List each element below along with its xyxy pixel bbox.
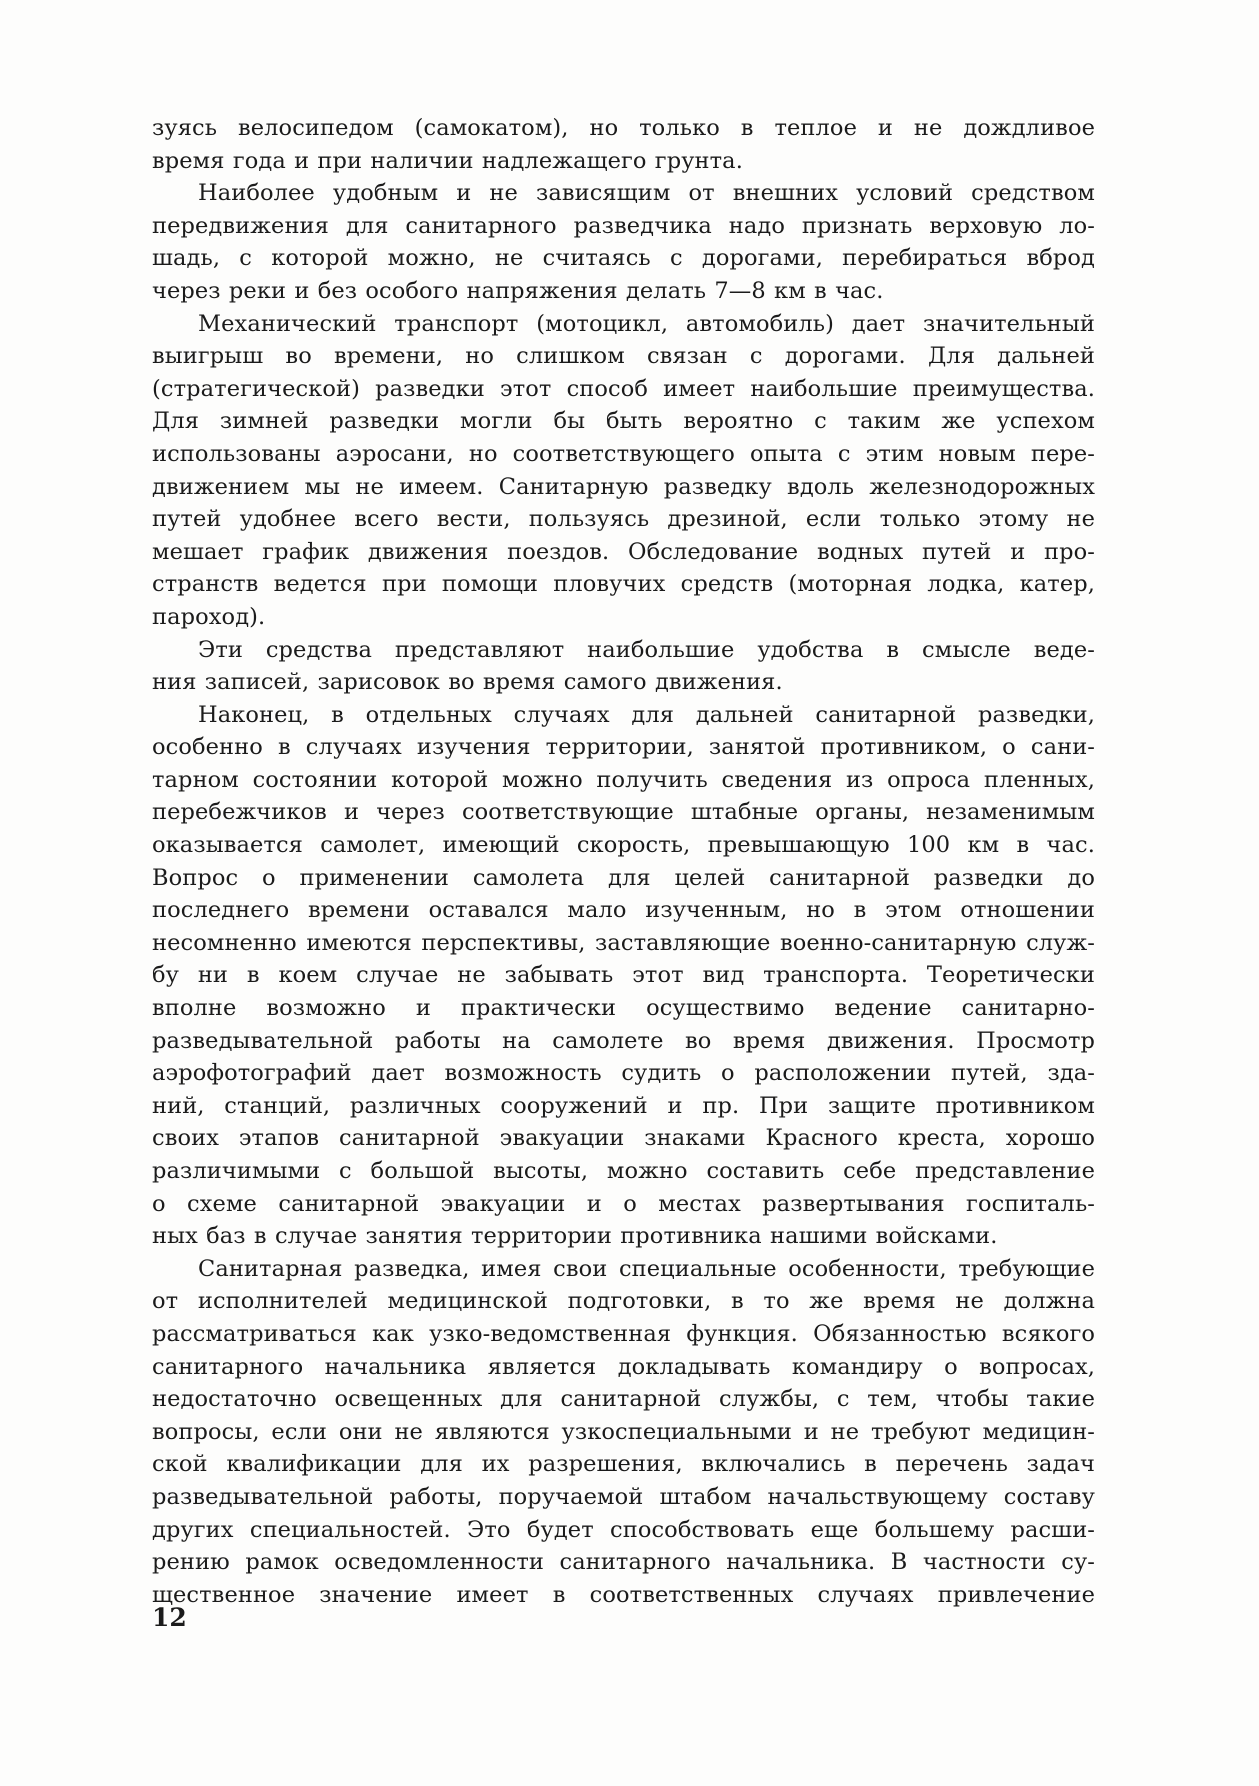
text-line: бу ни в коем случае не забывать этот вид транспорта. Теоретически bbox=[152, 962, 1095, 989]
text-line: путей удобнее всего вести, пользуясь дрезиной, если только этому не bbox=[152, 506, 1095, 533]
text-line: (стратегической) разведки этот способ имеет наибольшие преимущества. bbox=[152, 375, 1095, 402]
text-line: вопросы, если они не являются узкоспециальными и не требуют медицин- bbox=[152, 1418, 1095, 1445]
text-line: щественное значение имеет в соответственных случаях привлечение bbox=[152, 1581, 1095, 1608]
text-line: своих этапов санитарной эвакуации знаками Красного креста, хорошо bbox=[152, 1125, 1095, 1152]
body-text bbox=[152, 112, 1095, 1611]
text-line: через реки и без особого напряжения делать 7—8 км в час. bbox=[152, 277, 884, 304]
text-line: несомненно имеются перспективы, заставляющие военно-санитарную служ- bbox=[152, 929, 1095, 956]
text-line: Санитарная разведка, имея свои специальные особенности, требующие bbox=[198, 1255, 1095, 1282]
text-line: пароход). bbox=[152, 603, 266, 630]
text-line: о схеме санитарной эвакуации и о местах развертывания госпиталь- bbox=[152, 1190, 1095, 1217]
text-line: различимыми с большой высоты, можно составить себе представление bbox=[152, 1158, 1095, 1184]
text-line: санитарного начальника является докладывать командиру о вопросах, bbox=[152, 1353, 1095, 1380]
text-line: рению рамок осведомленности санитарного начальника. В частности су- bbox=[152, 1549, 1095, 1576]
text-line: Наиболее удобным и не зависящим от внешних условий средством bbox=[198, 180, 1095, 207]
text-line: рассматриваться как узко-ведомственная функция. Обязанностью всякого bbox=[152, 1320, 1095, 1347]
text-line: недостаточно освещенных для санитарной службы, с тем, чтобы такие bbox=[152, 1386, 1095, 1413]
text-line: последнего времени оставался мало изученным, но в этом отношении bbox=[152, 897, 1095, 924]
page-number: 12 bbox=[152, 1603, 187, 1632]
text-line: Наконец, в отдельных случаях для дальней санитарной разведки, bbox=[198, 701, 1095, 728]
text-line: аэрофотографий дает возможность судить о расположении путей, зда- bbox=[152, 1060, 1095, 1087]
text-line: ния записей, зарисовок во время самого движения. bbox=[152, 669, 783, 696]
text-line: других специальностей. Это будет способствовать еще большему расши- bbox=[152, 1516, 1095, 1543]
text-line: ской квалификации для их разрешения, включались в перечень задач bbox=[152, 1451, 1095, 1478]
text-line: шадь, с которой можно, не считаясь с дорогами, перебираться вброд bbox=[152, 245, 1095, 272]
text-line: от исполнителей медицинской подготовки, в то же время не должна bbox=[152, 1288, 1095, 1315]
text-line: оказывается самолет, имеющий скорость, превышающую 100 км в час. bbox=[152, 832, 1095, 859]
text-line: Вопрос о применении самолета для целей санитарной разведки до bbox=[152, 864, 1095, 891]
text-line: передвижения для санитарного разведчика надо признать верховую ло- bbox=[152, 212, 1095, 239]
text-line: разведывательной работы на самолете во время движения. Просмотр bbox=[152, 1027, 1095, 1054]
text-line: странств ведется при помощи пловучих средств (моторная лодка, катер, bbox=[152, 571, 1095, 598]
text-line: Эти средства представляют наибольшие удобства в смысле веде- bbox=[198, 636, 1095, 663]
text-line: особенно в случаях изучения территории, занятой противником, о сани- bbox=[152, 734, 1095, 761]
text-line: перебежчиков и через соответствующие штабные органы, незаменимым bbox=[152, 799, 1095, 826]
text-line: ных баз в случае занятия территории противника нашими войсками. bbox=[152, 1223, 998, 1250]
text-line: зуясь велосипедом (самокатом), но только в теплое и не дождливое bbox=[152, 115, 1095, 141]
text-line: разведывательной работы, поручаемой штабом начальствующему составу bbox=[152, 1483, 1095, 1510]
text-line: ний, станций, различных сооружений и пр. При защите противником bbox=[152, 1092, 1095, 1119]
text-line: время года и при наличии надлежащего грунта. bbox=[152, 147, 743, 174]
text-line: движением мы не имеем. Санитарную разведку вдоль железнодорожных bbox=[152, 473, 1095, 500]
text-line: выигрыш во времени, но слишком связан с дорогами. Для дальней bbox=[152, 343, 1095, 370]
text-line: Механический транспорт (мотоцикл, автомобиль) дает значительный bbox=[198, 310, 1095, 337]
text-line: Для зимней разведки могли бы быть вероятно с таким же успехом bbox=[152, 408, 1095, 435]
text-line: использованы аэросани, но соответствующего опыта с этим новым пере- bbox=[152, 440, 1095, 467]
text-line: вполне возможно и практически осуществимо ведение санитарно- bbox=[152, 995, 1095, 1022]
text-line: мешает график движения поездов. Обследование водных путей и про- bbox=[152, 538, 1095, 565]
text-line: тарном состоянии которой можно получить сведения из опроса пленных, bbox=[152, 766, 1095, 793]
